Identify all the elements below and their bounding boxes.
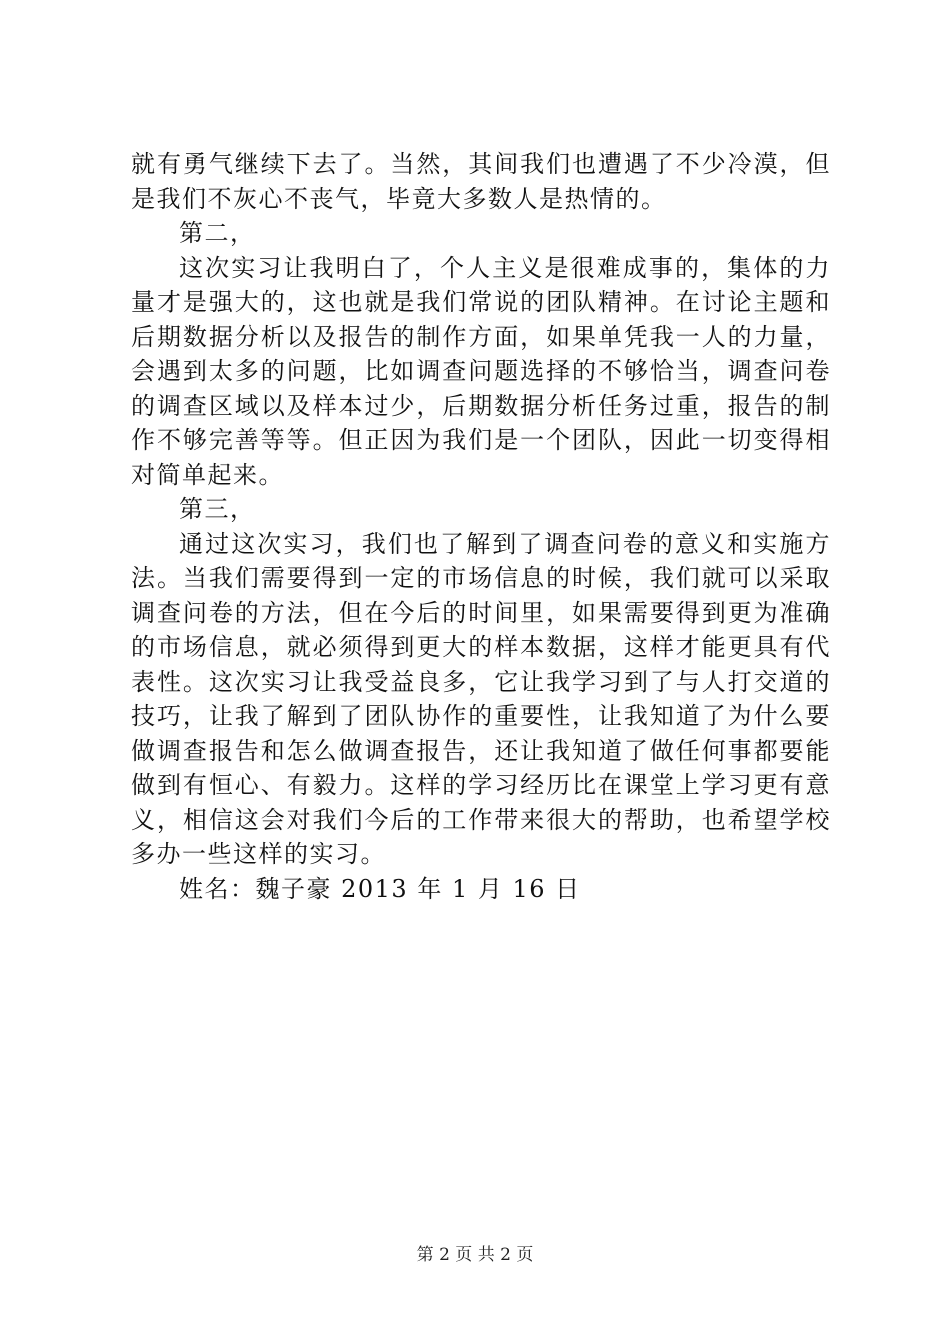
text-line: 技巧，让我了解到了团队协作的重要性，让我知道了为什么要 xyxy=(131,702,831,730)
text-line: 后期数据分析以及报告的制作方面，如果单凭我一人的力量， xyxy=(131,322,831,351)
text-line: 法。当我们需要得到一定的市场信息的时候，我们就可以采取 xyxy=(131,564,831,592)
text-line: 义，相信这会对我们今后的工作带来很大的帮助，也希望学校 xyxy=(131,805,831,834)
text-line: 对简单起来。 xyxy=(131,460,284,489)
document-body xyxy=(131,147,831,906)
text-line: 通过这次实习，我们也了解到了调查问卷的意义和实施方 xyxy=(179,529,831,558)
text-line: 做到有恒心、有毅力。这样的学习经历比在课堂上学习更有意 xyxy=(131,771,831,799)
text-line: 第三， xyxy=(179,495,256,523)
text-line: 的市场信息，就必须得到更大的样本数据，这样才能更具有代 xyxy=(131,633,831,661)
page-footer: 第 2 页 共 2 页 xyxy=(416,1245,534,1265)
text-line: 量才是强大的，这也就是我们常说的团队精神。在讨论主题和 xyxy=(131,288,831,316)
text-line: 第二， xyxy=(179,219,256,247)
text-line: 做调查报告和怎么做调查报告，还让我知道了做任何事都要能 xyxy=(131,736,831,765)
text-line: 会遇到太多的问题，比如调查问题选择的不够恰当，调查问卷 xyxy=(131,357,831,385)
text-line: 是我们不灰心不丧气，毕竟大多数人是热情的。 xyxy=(131,184,667,213)
text-line: 调查问卷的方法，但在今后的时间里，如果需要得到更为准确 xyxy=(131,598,831,627)
text-line: 这次实习让我明白了，个人主义是很难成事的，集体的力 xyxy=(179,253,831,282)
text-line: 多办一些这样的实习。 xyxy=(131,840,386,868)
text-line: 姓名：魏子豪 2013 年 1 月 16 日 xyxy=(179,874,581,903)
text-line: 的调查区域以及样本过少，后期数据分析任务过重，报告的制 xyxy=(131,391,831,420)
text-line: 作不够完善等等。但正因为我们是一个团队，因此一切变得相 xyxy=(131,426,831,454)
text-line: 表性。这次实习让我受益良多，它让我学习到了与人打交道的 xyxy=(131,667,831,696)
text-line: 就有勇气继续下去了。当然，其间我们也遭遇了不少冷漠，但 xyxy=(131,150,831,178)
